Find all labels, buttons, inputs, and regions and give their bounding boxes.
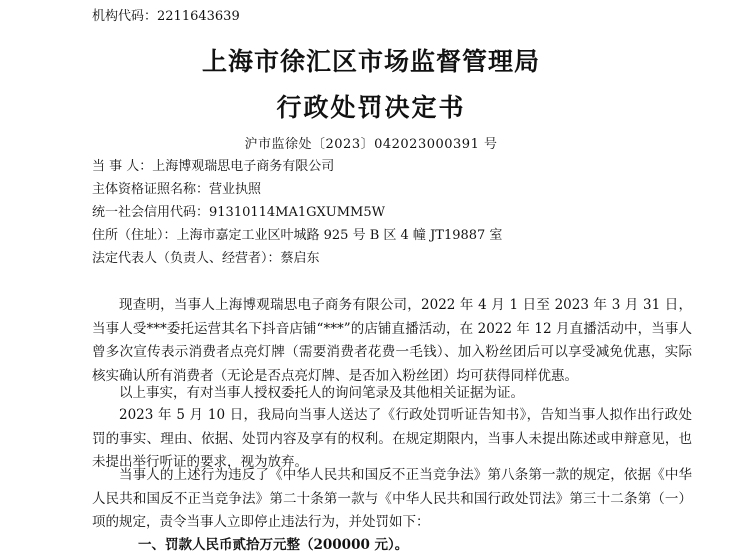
license-type: 主体资格证照名称：营业执照 [92,182,262,197]
document-title-type: 行政处罚决定书 [276,93,466,122]
fact-paragraph: 现查明，当事人上海博观瑞思电子商务有限公司，2022 年 4 月 1 日至 2023 年 3 月 31 日，当事人受***委托运营其名下抖音店铺“***”的店铺直播活动，在 2022 年 12 月直播活动中，当事人曾多次宣传表示消费者点亮灯牌（需要消费者花费一毛钱）、加入粉丝团后可以享受减免优惠，实际核实确认所有消费者（无论是否点亮灯牌、是否加入粉丝团）均可获得同样优惠。 [92,297,692,384]
document-title-authority: 上海市徐汇区市场监督管理局 [201,47,540,76]
document-number: 沪市监徐处〔2023〕042023000391 号 [244,137,498,152]
hearing-paragraph: 2023 年 5 月 10 日，我局向当事人送达了《行政处罚听证告知书》，告知当事人拟作出行政处罚的事实、理由、依据、处罚内容及享有的权利。在规定期限内，当事人未提出陈述或申辩意见，也未提出举行听证的要求，视为放弃。 [92,407,692,470]
evidence-paragraph: 以上事实，有对当事人授权委托人的询问笔录及其他相关证据为证。 [119,385,524,401]
penalty-item: 一、罚款人民币贰拾万元整（200000 元）。 [138,537,409,553]
org-code: 机构代码：2211643639 [92,9,240,24]
legal-basis-paragraph: 当事人的上述行为违反了《中华人民共和国反不正当竞争法》第八条第一款的规定，依据《中华人民共和国反不正当竞争法》第二十条第一款与《中华人民共和国行政处罚法》第三十二条第（一）项的规定，责令当事人立即停止违法行为，并处罚如下： [92,467,692,530]
party-name: 当 事 人：上海博观瑞思电子商务有限公司 [92,159,335,174]
credit-code: 统一社会信用代码：91310114MA1GXUMM5W [92,205,385,220]
legal-representative: 法定代表人（负责人、经营者）：蔡启东 [92,251,320,266]
party-address: 住所（住址）：上海市嘉定工业区叶城路 925 号 B 区 4 幢 JT19887 室 [92,228,503,243]
